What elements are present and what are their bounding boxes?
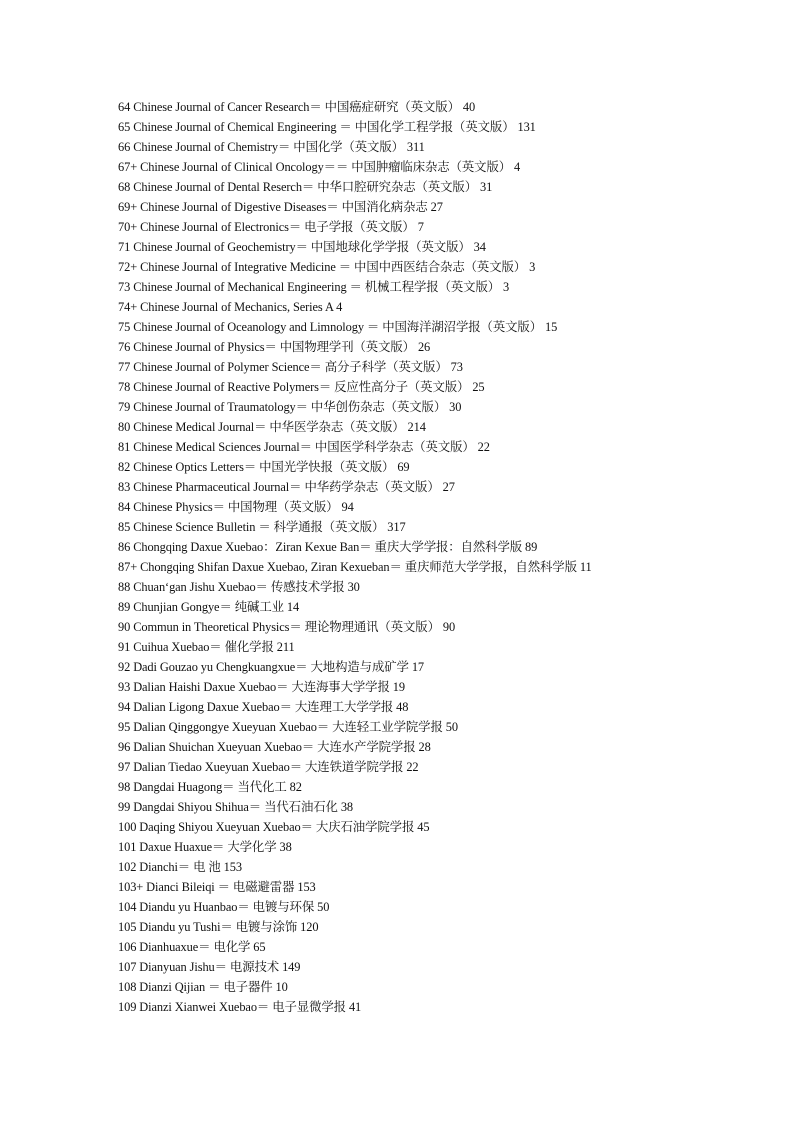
- journal-entry: 98 Dangdai Huagong＝ 当代化工 82: [118, 780, 302, 794]
- journal-entry: 69+ Chinese Journal of Digestive Diseases＝ 中国消化病杂志 27: [118, 200, 443, 214]
- journal-entry: 101 Daxue Huaxue＝ 大学化学 38: [118, 840, 292, 854]
- journal-entry: 86 Chongqing Daxue Xuebao：Ziran Kexue Ban＝ 重庆大学学报：自然科学版 89: [118, 540, 538, 554]
- journal-entry: 66 Chinese Journal of Chemistry＝ 中国化学（英文版） 311: [118, 140, 425, 154]
- journal-entry: 92 Dadi Gouzao yu Chengkuangxue＝ 大地构造与成矿学 17: [118, 660, 425, 674]
- journal-entry: 75 Chinese Journal of Oceanology and Limnology ＝ 中国海洋湖沼学报（英文版） 15: [118, 320, 558, 334]
- journal-entry: 82 Chinese Optics Letters＝ 中国光学快报（英文版） 69: [118, 460, 410, 474]
- journal-entry: 91 Cuihua Xuebao＝ 催化学报 211: [118, 640, 295, 654]
- journal-entry: 103+ Dianci Bileiqi ＝ 电磁避雷器 153: [118, 880, 316, 894]
- journal-entry: 78 Chinese Journal of Reactive Polymers＝ 反应性高分子（英文版） 25: [118, 380, 485, 394]
- journal-entry: 88 Chuan‘gan Jishu Xuebao＝ 传感技术学报 30: [118, 580, 360, 594]
- journal-entry: 84 Chinese Physics＝ 中国物理（英文版） 94: [118, 500, 354, 514]
- journal-entry: 73 Chinese Journal of Mechanical Engineering ＝ 机械工程学报（英文版） 3: [118, 280, 510, 294]
- journal-entry: 64 Chinese Journal of Cancer Research＝ 中国癌症研究（英文版） 40: [118, 100, 476, 114]
- journal-entry: 94 Dalian Ligong Daxue Xuebao＝ 大连理工大学学报 48: [118, 700, 409, 714]
- journal-entry: 109 Dianzi Xianwei Xuebao＝ 电子显微学报 41: [118, 1000, 362, 1014]
- journal-entry: 90 Commun in Theoretical Physics＝ 理论物理通讯（英文版） 90: [118, 620, 456, 634]
- journal-entry: 106 Dianhuaxue＝ 电化学 65: [118, 940, 266, 954]
- journal-entry: 67+ Chinese Journal of Clinical Oncology＝＝ 中国肿瘤临床杂志（英文版） 4: [118, 160, 521, 174]
- journal-list: [118, 97, 778, 1017]
- journal-entry: 108 Dianzi Qijian ＝ 电子器件 10: [118, 980, 288, 994]
- journal-entry: 102 Dianchi＝ 电 池 153: [118, 860, 242, 874]
- journal-entry: 85 Chinese Science Bulletin ＝ 科学通报（英文版） 317: [118, 520, 406, 534]
- journal-entry: 68 Chinese Journal of Dental Reserch＝ 中华口腔研究杂志（英文版） 31: [118, 180, 493, 194]
- journal-entry: 105 Diandu yu Tushi＝ 电镀与涂饰 120: [118, 920, 319, 934]
- journal-entry: 83 Chinese Pharmaceutical Journal＝ 中华药学杂志（英文版） 27: [118, 480, 455, 494]
- journal-entry: 70+ Chinese Journal of Electronics＝ 电子学报（英文版） 7: [118, 220, 424, 234]
- journal-entry: 65 Chinese Journal of Chemical Engineering ＝ 中国化学工程学报（英文版） 131: [118, 120, 536, 134]
- journal-entry: 100 Daqing Shiyou Xueyuan Xuebao＝ 大庆石油学院学报 45: [118, 820, 430, 834]
- journal-entry: 95 Dalian Qinggongye Xueyuan Xuebao＝ 大连轻工业学院学报 50: [118, 720, 458, 734]
- journal-entry: 96 Dalian Shuichan Xueyuan Xuebao＝ 大连水产学院学报 28: [118, 740, 431, 754]
- journal-entry: 93 Dalian Haishi Daxue Xuebao＝ 大连海事大学学报 19: [118, 680, 405, 694]
- journal-entry: 81 Chinese Medical Sciences Journal＝ 中国医学科学杂志（英文版） 22: [118, 440, 490, 454]
- journal-entry: 79 Chinese Journal of Traumatology＝ 中华创伤杂志（英文版） 30: [118, 400, 462, 414]
- journal-entry: 74+ Chinese Journal of Mechanics, Series A 4: [118, 300, 343, 314]
- journal-entry: 97 Dalian Tiedao Xueyuan Xuebao＝ 大连铁道学院学报 22: [118, 760, 419, 774]
- journal-entry: 72+ Chinese Journal of Integrative Medicine ＝ 中国中西医结合杂志（英文版） 3: [118, 260, 536, 274]
- journal-entry: 99 Dangdai Shiyou Shihua＝ 当代石油石化 38: [118, 800, 354, 814]
- journal-entry: 80 Chinese Medical Journal＝ 中华医学杂志（英文版） 214: [118, 420, 426, 434]
- journal-entry: 107 Dianyuan Jishu＝ 电源技术 149: [118, 960, 301, 974]
- journal-entry: 76 Chinese Journal of Physics＝ 中国物理学刊（英文版） 26: [118, 340, 431, 354]
- journal-entry: 89 Chunjian Gongye＝ 纯碱工业 14: [118, 600, 300, 614]
- journal-entry: 71 Chinese Journal of Geochemistry＝ 中国地球化学学报（英文版） 34: [118, 240, 486, 254]
- journal-entry: 104 Diandu yu Huanbao＝ 电镀与环保 50: [118, 900, 330, 914]
- journal-entry: 87+ Chongqing Shifan Daxue Xuebao, Ziran Kexueban＝ 重庆师范大学学报，自然科学版 11: [118, 560, 592, 574]
- journal-entry: 77 Chinese Journal of Polymer Science＝ 高分子科学（英文版） 73: [118, 360, 463, 374]
